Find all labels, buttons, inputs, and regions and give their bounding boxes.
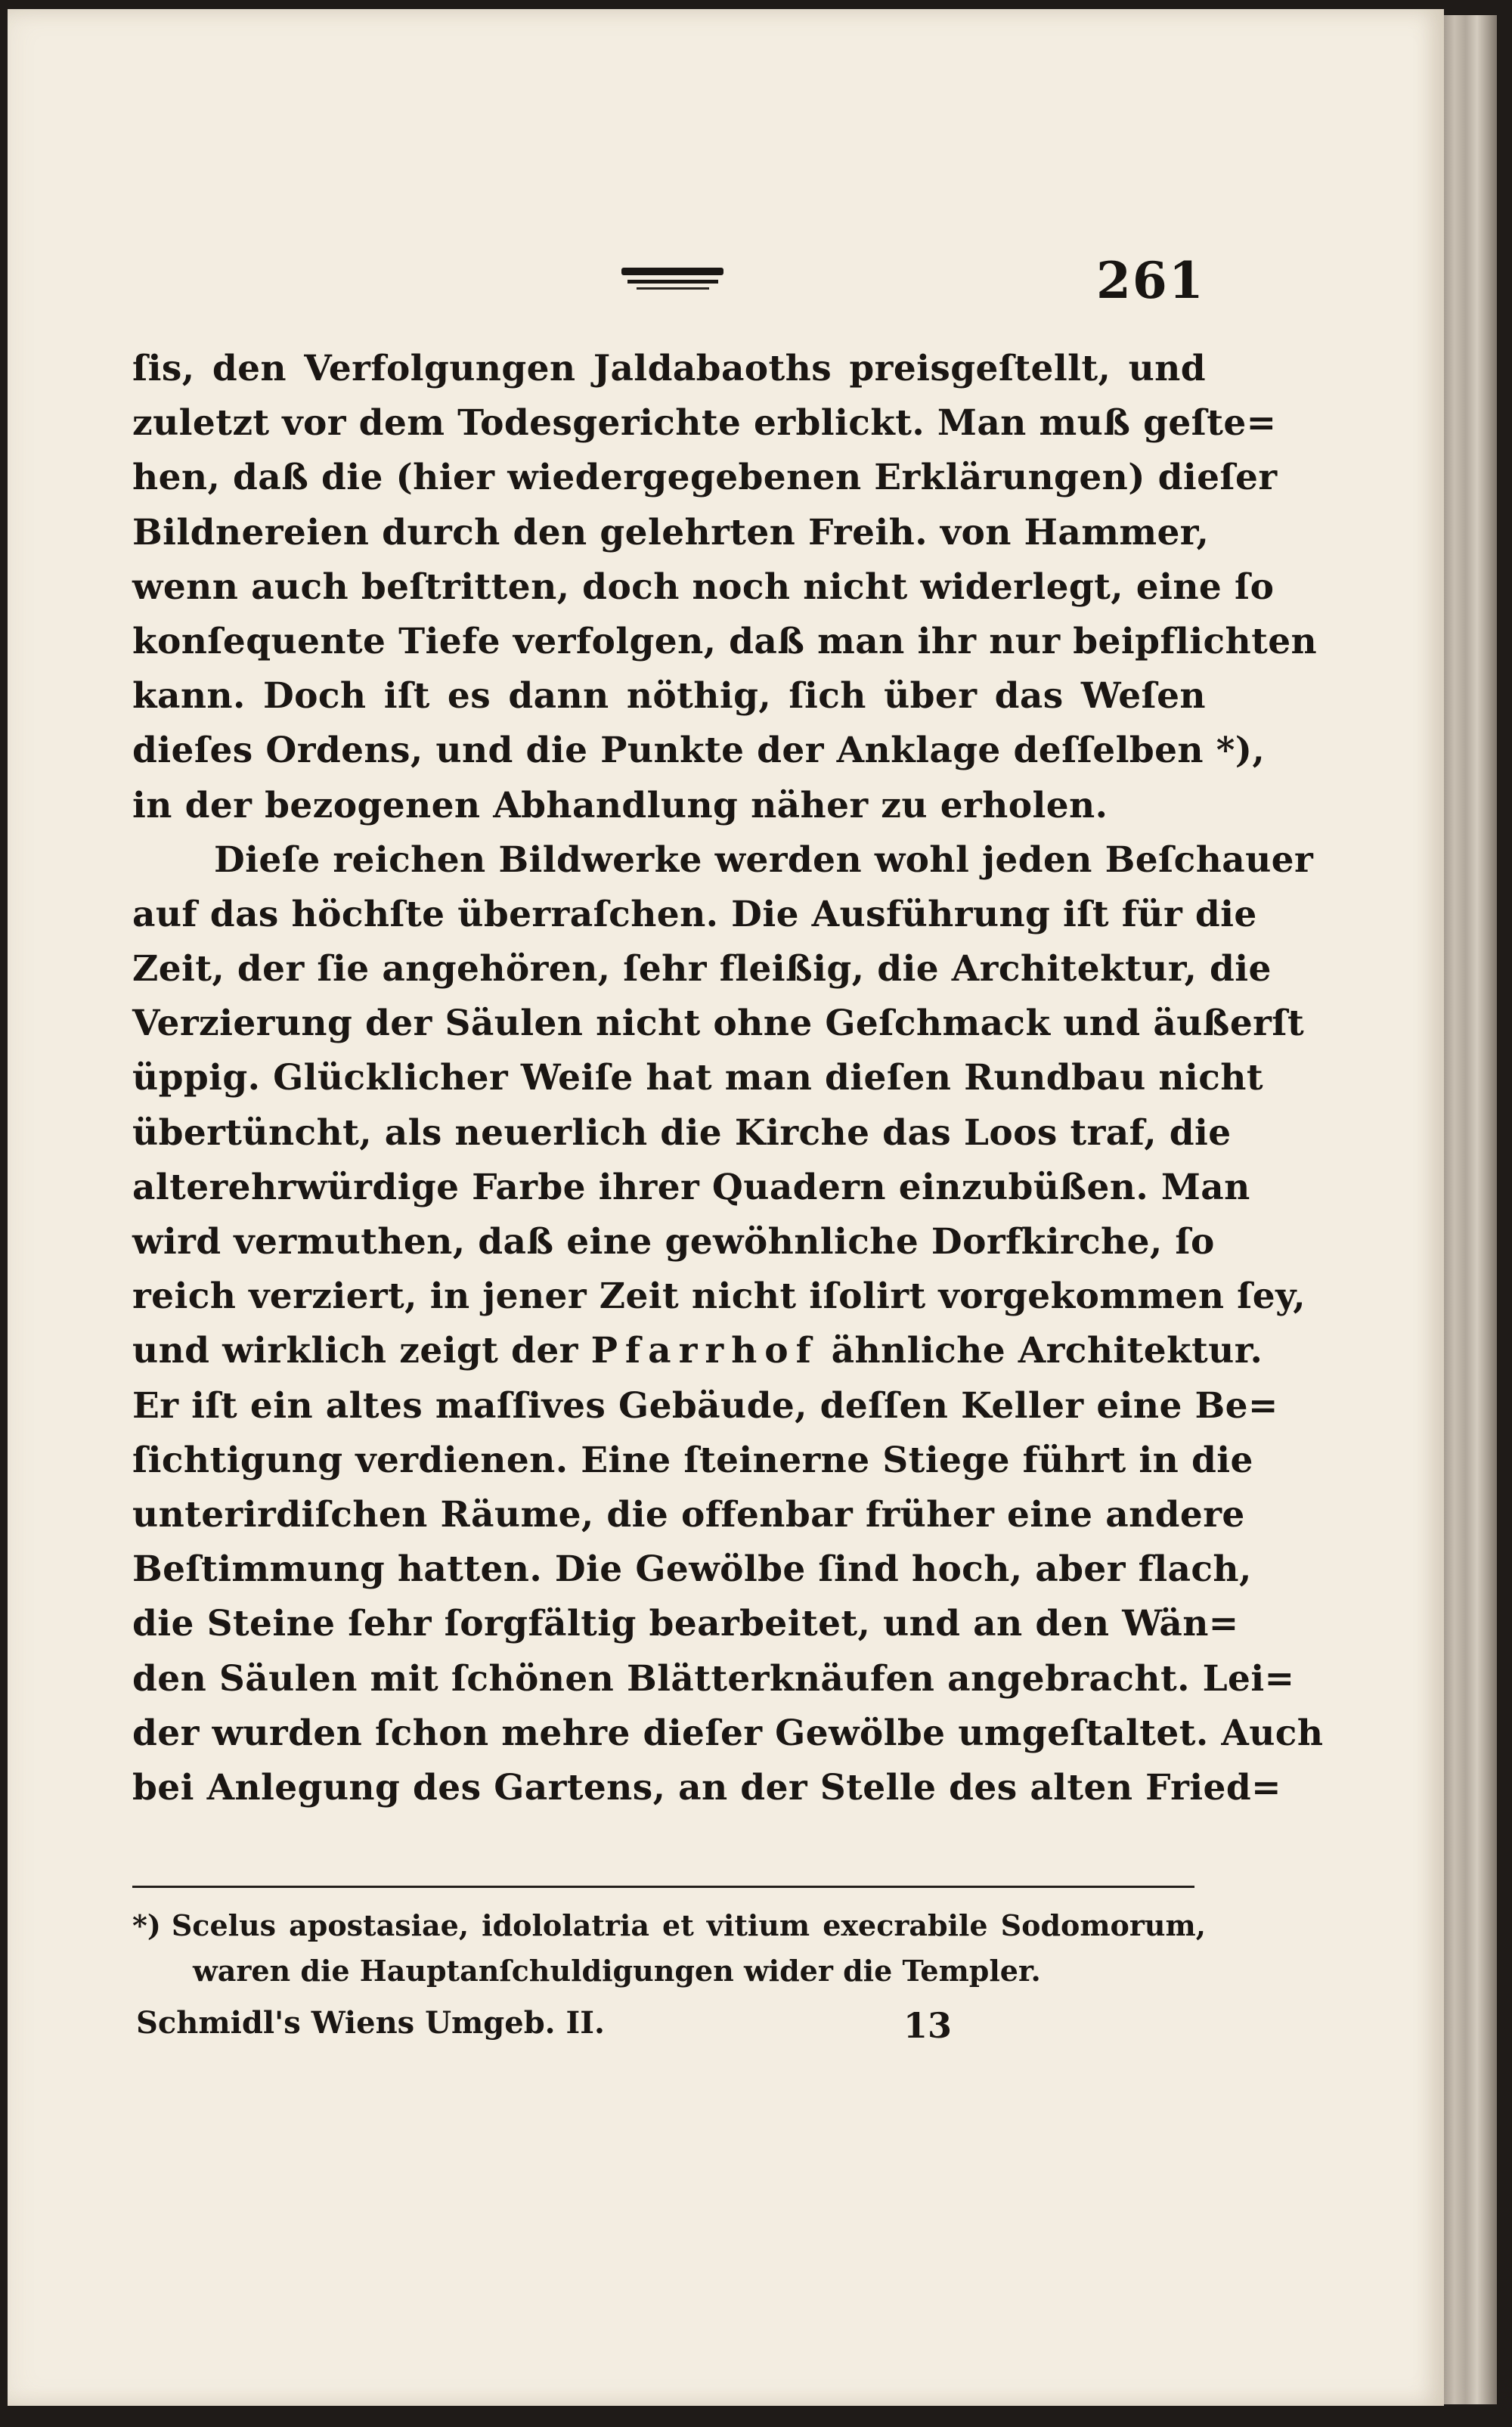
header-ornament [621,268,723,290]
ornament-bar [637,287,709,290]
text-line: Beſtimmung hatten. Die Gewölbe ſind hoch, aber flach, [132,1548,1252,1591]
text-line: auf das höchſte überraſchen. Die Ausführung iſt für die [132,893,1257,935]
text-line: reich verziert, in jener Zeit nicht iſolirt vorgekommen ſey, [132,1275,1306,1318]
text-line: ſis, den Verfolgungen Jaldabaoths preisgeſtellt, und [132,348,1206,389]
text-line: dieſes Ordens, und die Punkte der Anklage deſſelben *), [132,730,1266,772]
footnote-line: waren die Hauptanſchuldigungen wider die Templer. [193,1954,1041,1988]
text-line: hen, daß die (hier wiedergegebenen Erklärungen) dieſer [132,457,1278,499]
body-text [132,342,1324,1815]
footnote-marker: *) [132,1908,161,1942]
footnote-line [132,1903,1206,1948]
footnote [132,1903,1206,1994]
book-page-edge [1440,15,1497,2404]
ornament-bar [627,280,718,284]
text-segment: und wirklich zeigt der [132,1330,578,1372]
text-line: üppig. Glücklicher Weiſe hat man dieſen Rundbau nicht [132,1057,1263,1099]
text-line: Er iſt ein altes maſſives Gebäude, deſſen Keller eine Be= [132,1384,1278,1427]
page-number: 261 [1096,251,1205,310]
text-line: bei Anlegung des Gartens, an der Stelle des alten Fried= [132,1766,1281,1809]
text-line: Zeit, der ſie angehören, ſehr fleißig, die Architektur, die [132,948,1272,990]
text-line: konſequente Tiefe verfolgen, daß man ihr nur beipflichten [132,620,1318,662]
signature-number: 13 [903,2005,953,2046]
text-line: wenn auch beſtritten, doch noch nicht widerlegt, eine ſo [132,566,1275,608]
text-line: übertüncht, als neuerlich die Kirche das Loos traf, die [132,1111,1232,1154]
text-line: der wurden ſchon mehre dieſer Gewölbe umgeſtaltet. Auch [132,1712,1324,1754]
text-line: Bildnereien durch den gelehrten Freih. von Hammer, [132,511,1210,553]
text-line: alterehrwürdige Farbe ihrer Quadern einzubüßen. Man [132,1166,1250,1208]
ornament-bar [621,268,723,275]
text-line: den Säulen mit ſchönen Blätterknäufen angebracht. Lei= [132,1657,1295,1700]
text-segment: ähnliche Architektur. [831,1330,1263,1372]
text-line: wird vermuthen, daß eine gewöhnliche Dorfkirche, ſo [132,1221,1215,1263]
printer-signature [136,2005,1210,2050]
text-line: zuletzt vor dem Todesgerichte erblickt. Man muß geſte= [132,402,1277,445]
text-line: kann. Doch iſt es dann nöthig, ſich über das Weſen [132,675,1206,718]
paragraph-start-line: Dieſe reichen Bildwerke werden wohl jeden Beſchauer [214,838,1314,881]
book-page [8,9,1444,2406]
text-line: ſichtigung verdienen. Eine ſteinerne Stiege führt in die [132,1439,1253,1481]
text-line: in der bezogenen Abhandlung näher zu erholen. [132,784,1108,826]
page-header [8,251,1444,319]
text-line: Verzierung der Säulen nicht ohne Geſchmack und äußerſt [132,1003,1305,1045]
footnote-latin-text: Scelus apostasiae, idololatria et vitium execrabile Sodomorum, [171,1908,1206,1942]
footnote-divider [132,1886,1194,1888]
text-line: die Steine ſehr ſorgfältig bearbeitet, und an den Wän= [132,1603,1239,1645]
text-line-with-emphasis [132,1324,1263,1378]
signature-title: Schmidl's Wiens Umgeb. II. [136,2005,605,2041]
text-line: unterirdiſchen Räume, die offenbar früher eine andere [132,1493,1245,1536]
emphasized-word: Pfarrhof [590,1330,819,1372]
